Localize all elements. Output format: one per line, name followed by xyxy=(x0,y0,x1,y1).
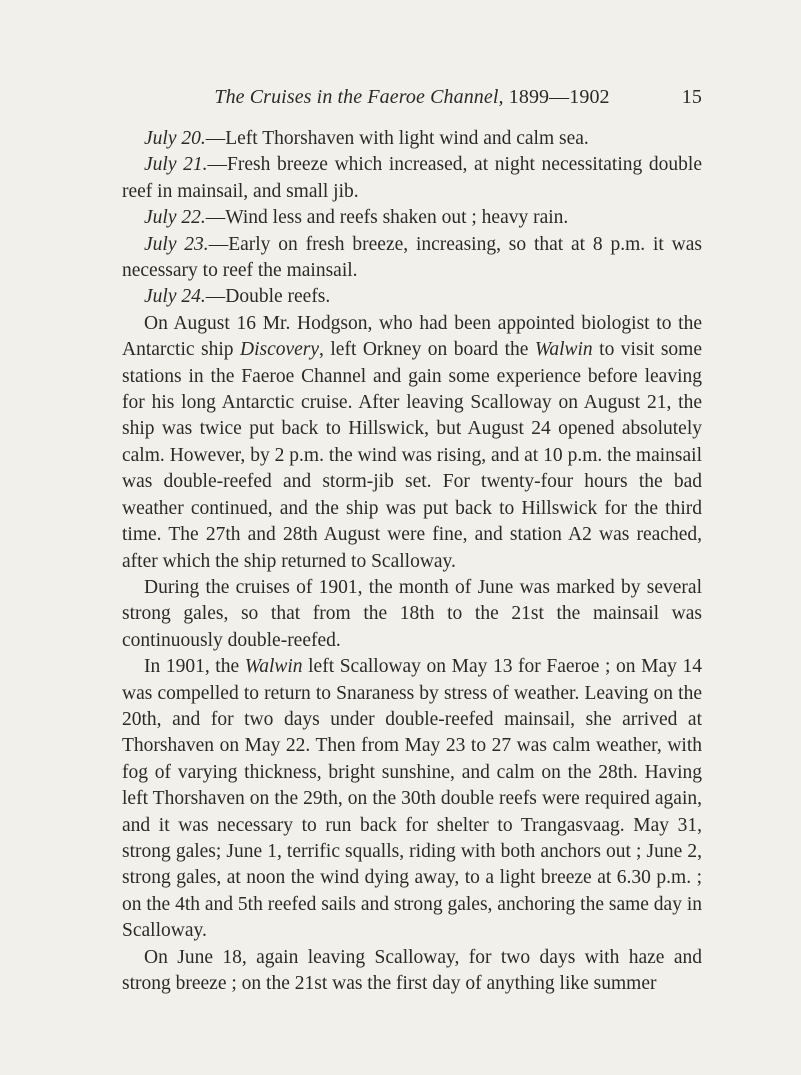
text-segment: , left Orkney on board the xyxy=(319,339,535,361)
log-entry-july-21 xyxy=(122,152,702,205)
running-title-years: 1899—1902 xyxy=(503,86,610,108)
running-title-italic: The Cruises in the Faeroe Channel, xyxy=(214,86,504,108)
paragraph-august-cruise xyxy=(122,311,702,575)
running-title xyxy=(214,86,609,108)
entry-date: July 22. xyxy=(144,207,206,229)
log-entry-july-24 xyxy=(122,284,702,310)
page-number: 15 xyxy=(681,86,702,108)
page-body xyxy=(122,126,702,997)
entry-date: July 23. xyxy=(144,233,209,255)
log-entry-july-23 xyxy=(122,232,702,285)
entry-date: July 20. xyxy=(144,128,206,149)
entry-date: July 24. xyxy=(144,286,206,308)
entry-date: July 21. xyxy=(144,154,208,176)
paragraph-june-18: On June 18, again leaving Scalloway, for two days with haze and strong breeze ; on the 21st was the first day of anything like summer xyxy=(122,946,702,994)
entry-text: —Fresh breeze which increased, at night necessitating double reef in mainsail, and small jib. xyxy=(122,154,703,202)
entry-text: —Wind less and reefs shaken out ; heavy rain. xyxy=(205,207,569,229)
paragraph-1901-may xyxy=(122,654,702,944)
entry-text: —Early on fresh breeze, increasing, so that at 8 p.m. it was necessary to reef the mainsail. xyxy=(122,233,702,282)
ship-name-walwin: Walwin xyxy=(244,656,303,678)
text-segment: In 1901, the xyxy=(144,656,245,678)
log-entry-july-22 xyxy=(122,205,702,231)
entry-text: —Left Thorshaven with light wind and calm sea. xyxy=(205,128,589,149)
ship-name-discovery: Discovery xyxy=(239,339,320,361)
running-head xyxy=(122,82,702,112)
book-page xyxy=(122,82,702,997)
paragraph-1901-june: During the cruises of 1901, the month of June was marked by several strong gales, so that from the 18th to the 21st the mainsail was continuously double-reefed. xyxy=(122,576,702,651)
text-segment: On August 16 Mr. Hodgson, who had been appointed biologist to the Antarctic ship xyxy=(122,312,702,361)
log-entry-july-20 xyxy=(122,126,702,152)
text-segment: left Scalloway on May 13 for Faeroe ; on May 14 was compelled to return to Snaraness by stress of weather. Leaving on the 20th, and for two days under double-reefed mainsail, she arrived at Thorshaven on May 22. Then from May 23 to 27 was calm weather, with fog of varying thickness, bright sunshine, and calm on the 28th. Having left Thorshaven on the 29th, on the 30th double reefs were required again, and it was necessary to run back for shelter to Trangasvaag. May 31, strong gales; June 1, terrific squalls, riding with both anchors out ; June 2, strong gales, at noon the wind dying away, to a light breeze at 6.30 p.m. ; on the 4th and 5th reefed sails and strong gales, anchoring the same day in Scalloway. xyxy=(122,656,702,942)
ship-name-walwin: Walwin xyxy=(534,339,593,361)
entry-text: —Double reefs. xyxy=(205,286,331,308)
text-segment: to visit some stations in the Faeroe Channel and gain some experience before leaving for his long Antarctic cruise. After leaving Scalloway on August 21, the ship was twice put back to Hillswick, but August 24 opened absolutely calm. However, by 2 p.m. the wind was rising, and at 10 p.m. the mainsail was double-reefed and storm-jib set. For twenty-four hours the bad weather continued, and the ship was put back to Hillswick for the third time. The 27th and 28th August were fine, and station A2 was reached, after which the ship returned to Scalloway. xyxy=(122,339,702,572)
